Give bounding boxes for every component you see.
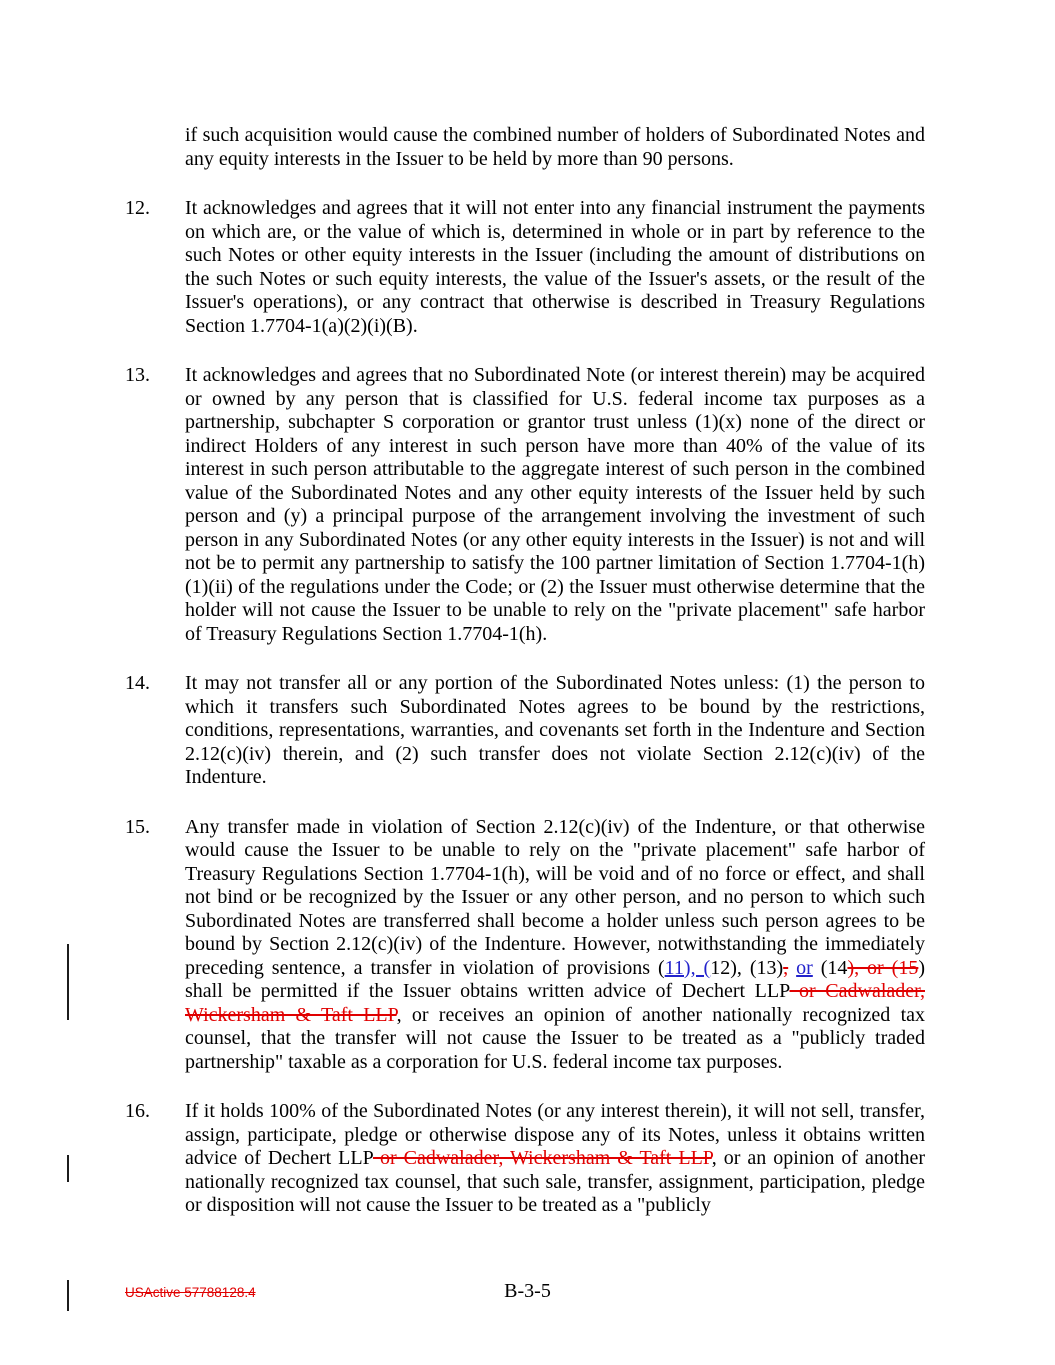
document-body (125, 124, 925, 1244)
paragraph-number: 16. (125, 1100, 150, 1122)
text-run: It acknowledges and agrees that no Subordinated Note (or interest therein) may be acquired or owned by any person that is classified for U.S. federal income tax purposes as a partnership, subchapter S corporation or grantor trust unless (1)(x) none of the direct or indirect Holders of any interest in such person have more than 40% of the value of its interest in such person attributable to the aggregate interest of such person in the combined value of the Subordinated Notes and any other equity interests of the Issuer held by such person and (y) a principal purpose of the arrangement involving the investment of such person in any Subordinated Notes (or any other equity interests in the Issuer) is not and will not be to permit any partnership to satisfy the 100 partner limitation of Section 1.7704-1(h)(1)(ii) of the regulations under the Code; or (2) the Issuer must otherwise determine that the holder will not cause the Issuer to be unable to rely on the "private placement" safe harbor of Treasury Regulations Section 1.7704-1(h). (185, 364, 925, 645)
text-run: It may not transfer all or any portion of the Subordinated Notes unless: (1) the person to which it transfers such Subordinated Notes agrees to be bound by the restrictions, conditions, representations, warranties, and covenants set forth in the Indenture and Section 2.12(c)(iv) therein, and (2) such transfer does not violate Section 2.12(c)(iv) of the Indenture. (185, 672, 925, 788)
paragraph (125, 1100, 925, 1218)
footer-doc-id: USActive 57788128.4 (125, 1285, 256, 1300)
footer-page-number: B-3-5 (504, 1280, 551, 1302)
text-run: if such acquisition would cause the combined number of holders of Subordinated Notes and any equity interests in the Issuer to be held by more than 90 persons. (185, 124, 925, 170)
text-run: Any transfer made in violation of Section 2.12(c)(iv) of the Indenture, or that otherwise would cause the Issuer to be unable to rely on the "private placement" safe harbor of Treasury Regulations Section 1.7704-1(h), will be void and of no force or effect, and shall not bind or be recognized by the Issuer or any other person, and no person to which such Subordinated Notes are transferred shall become a holder unless such person agrees to be bound by Section 2.12(c)(iv) of the Indenture. However, notwithstanding the immediately preceding sentence, a transfer in violation of provisions ( (185, 815, 925, 979)
text-run (788, 957, 796, 979)
deleted-text: or Cadwalader, Wickersham & Taft LLP (185, 980, 925, 1026)
text-run: , or an opinion of another nationally recognized tax counsel, that such sale, transfer, assignment, participation, pledge or disposition will not cause the Issuer to be treated as a "publicly (185, 1147, 926, 1216)
paragraph-number: 14. (125, 672, 150, 694)
paragraph (125, 364, 925, 646)
change-bar (67, 1155, 69, 1182)
paragraph-number: 13. (125, 364, 150, 386)
paragraph (125, 197, 925, 338)
paragraph-text (185, 364, 925, 646)
text-run: (14 (812, 956, 848, 979)
paragraph-text (185, 672, 925, 790)
text-run: 12), (13) (710, 956, 784, 979)
paragraph (125, 816, 925, 1075)
paragraph-number: 15. (125, 815, 150, 838)
paragraph (125, 124, 925, 171)
change-bar (67, 944, 69, 1020)
text-run: ) shall be permitted if the Issuer obtains written advice of Dechert LLP (185, 956, 926, 1002)
deleted-text: or Cadwalader, Wickersham & Taft LLP (372, 1147, 712, 1169)
text-run: It acknowledges and agrees that it will not enter into any financial instrument the payments on which are, or the value of which is, determined in whole or in part by reference to the such Notes or other equity interests in the Issuer (including the amount of distributions on the such Notes or such equity interests, the value of the Issuer's assets, or the result of the Issuer's operations), or any contract that otherwise is described in Treasury Regulations Section 1.7704-1(a)(2)(i)(B). (185, 197, 925, 337)
paragraph-text (185, 1100, 925, 1218)
text-run: , or receives an opinion of another nationally recognized tax counsel, that the transfer will not cause the Issuer to be treated as a "publicly traded partnership" taxable as a corporation for U.S. federal income tax purposes. (185, 1003, 925, 1073)
paragraph (125, 672, 925, 790)
inserted-text: 11), ( (664, 956, 711, 979)
inserted-text: or (796, 956, 813, 979)
paragraph-number: 12. (125, 197, 150, 219)
paragraph-text (185, 197, 925, 338)
deleted-text: ), or (15 (847, 956, 919, 979)
paragraph-text (185, 124, 925, 171)
paragraph-text (185, 816, 925, 1075)
text-run: If it holds 100% of the Subordinated Notes (or any interest therein), it will not sell, transfer, assign, participate, pledge or otherwise dispose any of its Notes, unless it obtains written advice of Dechert LLP (185, 1100, 925, 1169)
deleted-text: , (783, 956, 789, 979)
